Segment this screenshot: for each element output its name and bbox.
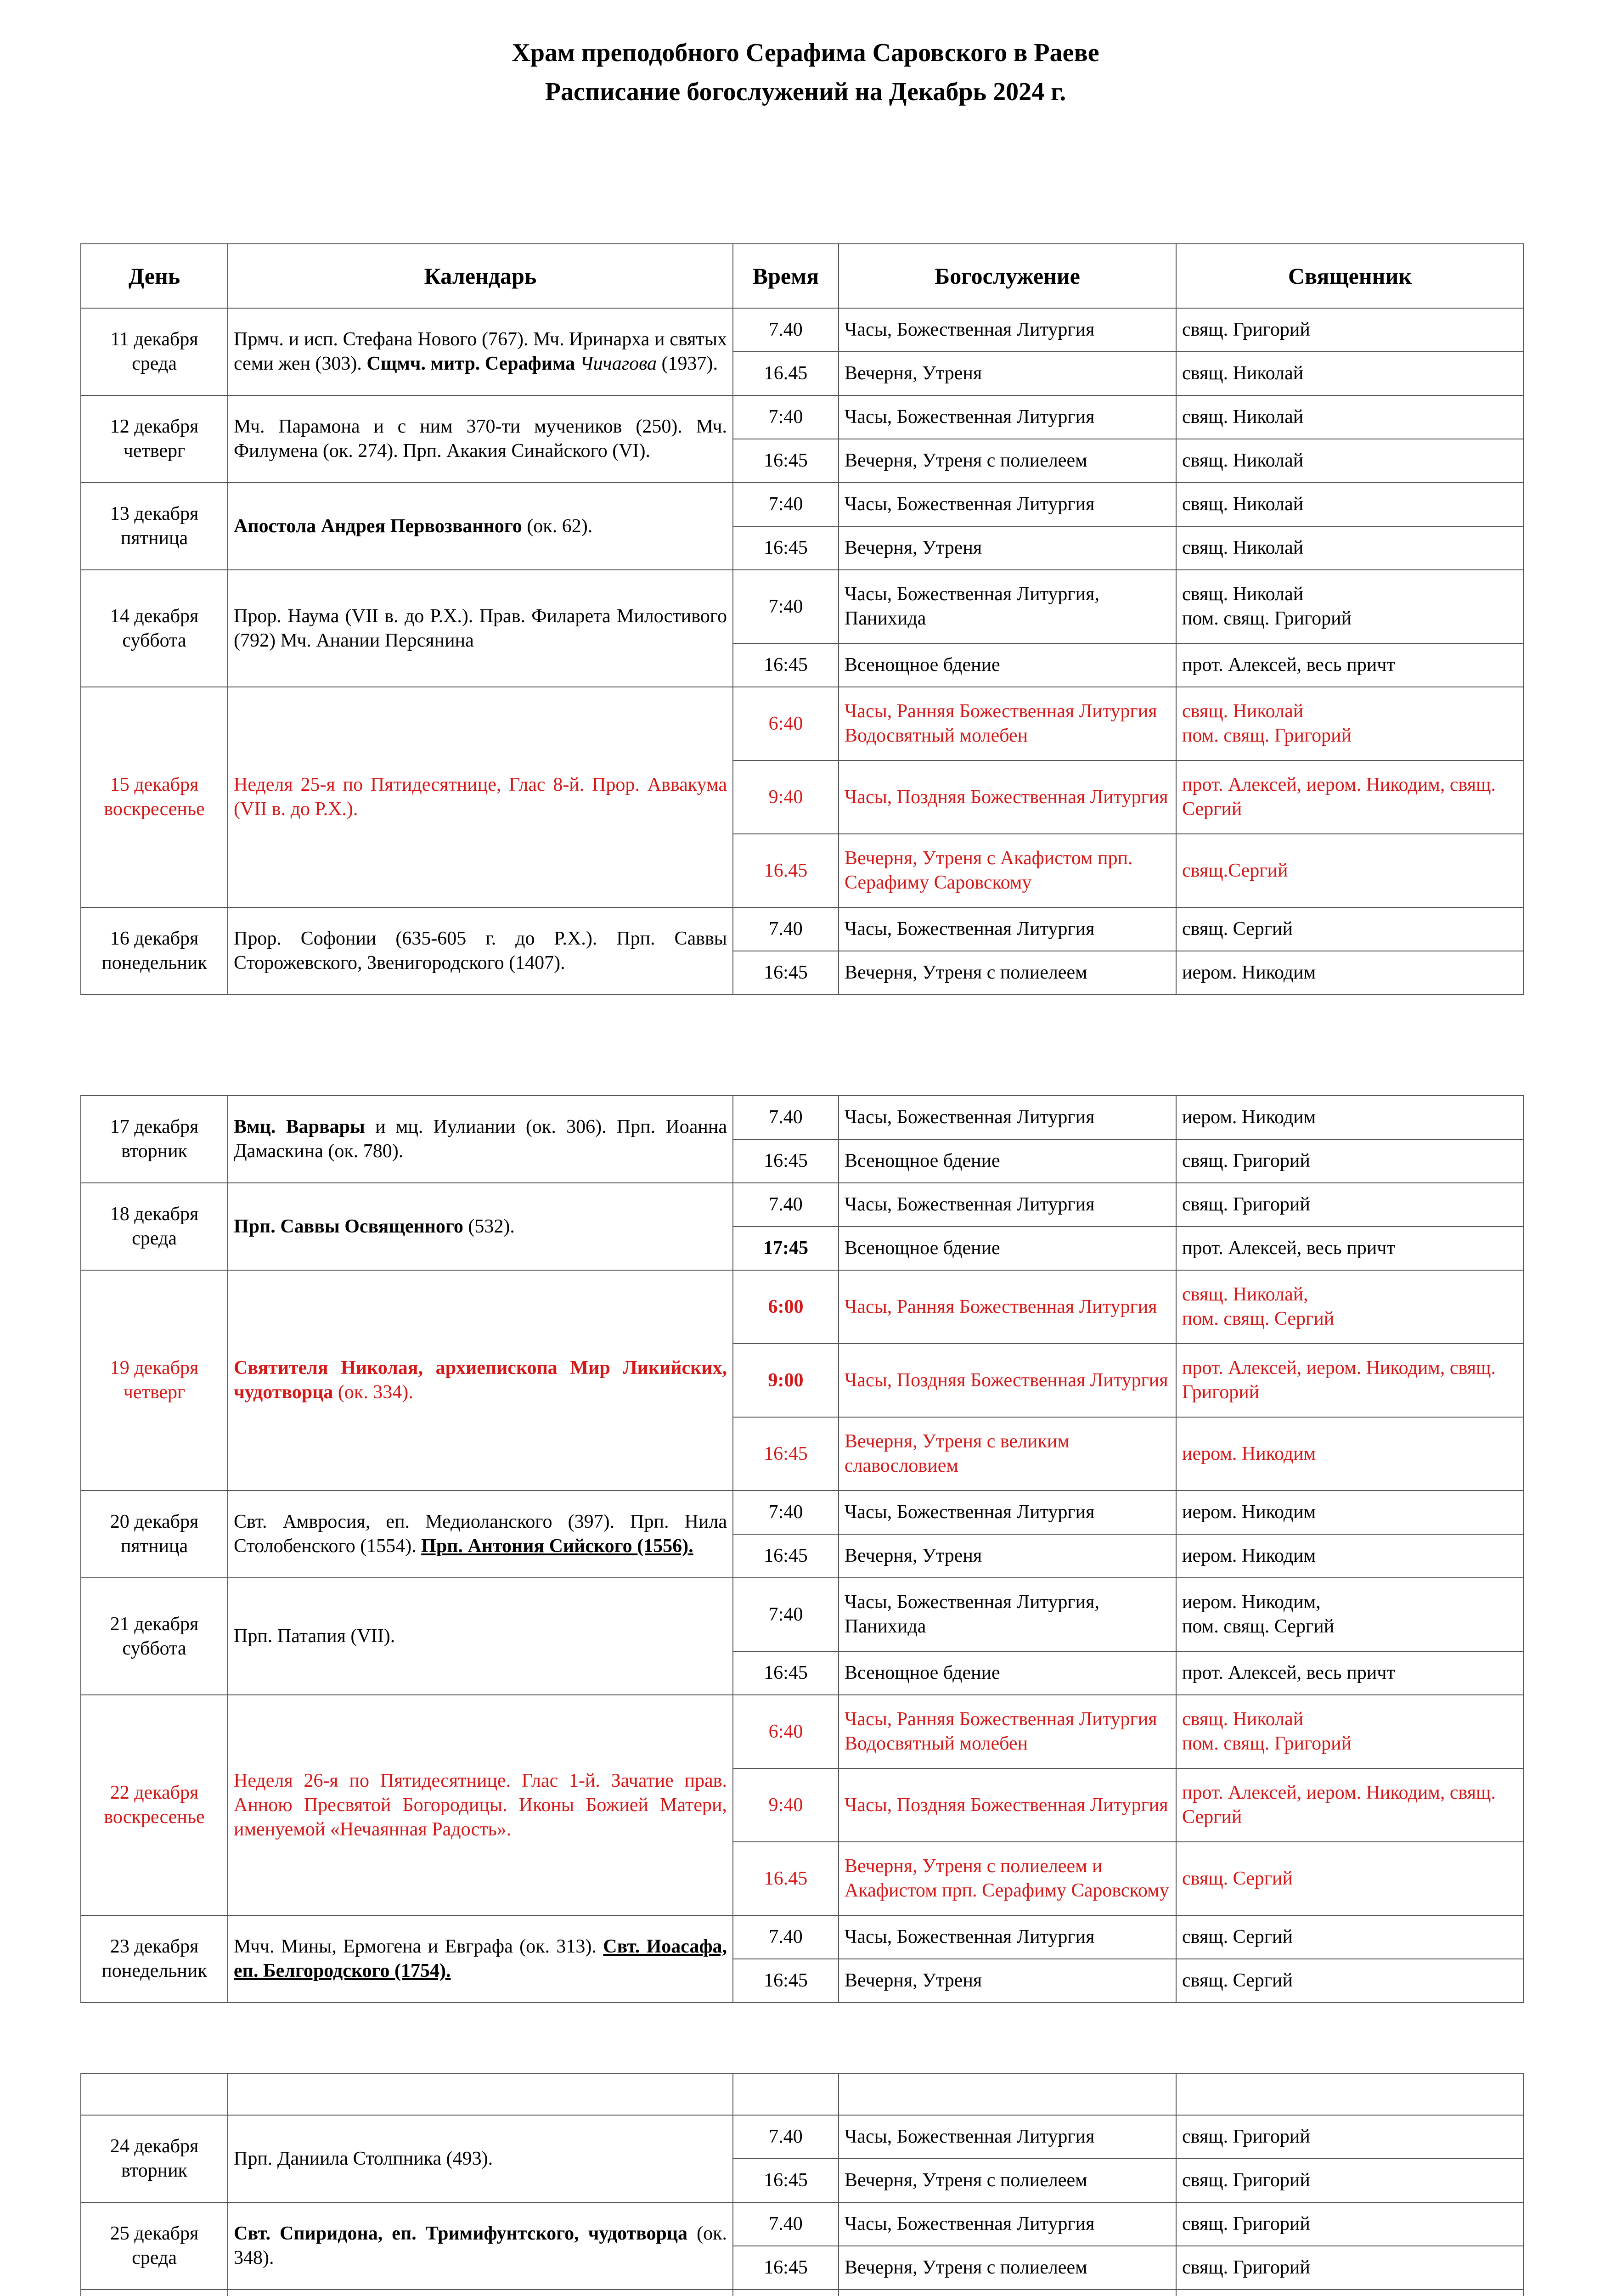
priest-cell: свящ. Григорий	[1176, 2202, 1524, 2246]
calendar-cell	[228, 395, 733, 483]
table-row	[81, 1183, 1524, 1227]
weekday: четверг	[123, 440, 186, 461]
priest-cell: иером. Никодим	[1176, 1491, 1524, 1534]
calendar-cell	[228, 1270, 733, 1491]
table-header-row	[81, 244, 1524, 308]
day-cell	[81, 1915, 228, 2003]
weekday: суббота	[122, 630, 186, 651]
calendar-text: Неделя 26-я по Пятидесятнице. Глас 1-й. Зачатие прав. Анною Пресвятой Богородицы. Иконы Божией Матери, именуемой «Нечаянная Радость».	[234, 1770, 727, 1840]
day-date: 16 декабря	[110, 928, 199, 949]
service-cell: Часы, Божественная Литургия	[839, 1096, 1176, 1139]
day-cell	[81, 1695, 228, 1915]
table-row	[81, 308, 1524, 352]
priest-cell: иером. Никодим	[1176, 1096, 1524, 1139]
priest-cell: свящ. Григорий	[1176, 1139, 1524, 1183]
calendar-text: и мц. Иулиании (ок. 306). Прп. Иоанна Дамаскина (ок. 780).	[234, 1116, 727, 1162]
service-cell: Часы, Божественная Литургия	[839, 1915, 1176, 1959]
service-cell: Всенощное бдение	[839, 1139, 1176, 1183]
day-cell	[81, 1183, 228, 1270]
time-cell: 7.40	[733, 1915, 839, 1959]
time-cell: 16:45	[733, 2159, 839, 2202]
day-cell	[81, 1491, 228, 1578]
time-cell: 7:40	[733, 570, 839, 643]
priest-cell: свящ. Григорий	[1176, 2246, 1524, 2290]
time-cell: 16:45	[733, 643, 839, 687]
calendar-cell	[228, 1183, 733, 1270]
weekday: среда	[132, 353, 177, 374]
time-cell: 16:45	[733, 1417, 839, 1491]
day-cell	[81, 2115, 228, 2202]
time-cell: 9:40	[733, 760, 839, 834]
weekday: воскресенье	[104, 799, 205, 820]
priest-cell: свящ. Григорий	[1176, 2159, 1524, 2202]
day-cell	[81, 308, 228, 395]
priest-cell: иером. Никодим	[1176, 1534, 1524, 1578]
calendar-text: (1937).	[657, 353, 718, 374]
weekday: пятница	[120, 1536, 188, 1557]
calendar-cell	[228, 1491, 733, 1578]
priest-cell: свящ. Николай пом. свящ. Григорий	[1176, 687, 1524, 760]
column-header: Календарь	[228, 244, 733, 308]
day-date: 18 декабря	[110, 1204, 199, 1225]
service-cell: Часы, Божественная Литургия, Панихида	[839, 570, 1176, 643]
service-cell: Часы, Поздняя Божественная Литургия	[839, 1768, 1176, 1842]
priest-cell: свящ. Григорий	[1176, 2115, 1524, 2159]
day-date: 24 декабря	[110, 2136, 199, 2157]
table-row	[81, 1578, 1524, 1651]
calendar-text: Святителя Николая, архиепископа Мир Ликийских, чудотворца	[234, 1357, 727, 1403]
schedule-table-part2	[80, 1095, 1524, 2003]
time-cell: 7.40	[733, 1183, 839, 1227]
calendar-cell	[228, 2290, 733, 2296]
priest-cell: иером. Никодим	[1176, 951, 1524, 995]
service-cell: Вечерня, Утреня с полиелеем и Акафистом прп. Серафиму Саровскому	[839, 1842, 1176, 1915]
calendar-cell	[228, 308, 733, 395]
time-cell: 16:45	[733, 1651, 839, 1695]
calendar-text: Свт. Амвросия, еп. Медиоланского (397). Прп. Нила Столобенского (1554).	[234, 1511, 727, 1557]
empty-cell	[81, 2074, 228, 2115]
service-cell: Всенощное бдение	[839, 643, 1176, 687]
day-date: 22 декабря	[110, 1782, 199, 1803]
day-cell	[81, 2290, 228, 2296]
calendar-cell	[228, 1695, 733, 1915]
priest-cell: прот. Алексей, иером. Никодим, свящ. Сергий	[1176, 760, 1524, 834]
calendar-cell	[228, 1915, 733, 2003]
time-cell: 16:45	[733, 951, 839, 995]
service-cell: Вечерня, Утреня с великим славословием	[839, 1417, 1176, 1491]
weekday: воскресенье	[104, 1806, 205, 1828]
service-cell: Часы, Божественная Литургия, Панихида	[839, 1578, 1176, 1651]
weekday: четверг	[123, 1382, 186, 1403]
service-cell: Часы, Ранняя Божественная Литургия Водосвятный молебен	[839, 687, 1176, 760]
priest-cell: прот. Алексей, весь причт	[1176, 643, 1524, 687]
priest-cell: свящ. Григорий	[1176, 308, 1524, 352]
time-cell: 16:45	[733, 439, 839, 483]
time-cell: 7:40	[733, 1491, 839, 1534]
day-cell	[81, 2202, 228, 2290]
day-date: 15 декабря	[110, 774, 199, 795]
weekday: вторник	[121, 1141, 187, 1162]
day-date: 25 декабря	[110, 2223, 199, 2244]
service-cell: Вечерня, Утреня с полиелеем	[839, 439, 1176, 483]
day-cell	[81, 1096, 228, 1183]
weekday: вторник	[121, 2160, 187, 2181]
service-cell: Часы, Божественная Литургия	[839, 907, 1176, 951]
time-cell: 9:00	[733, 1344, 839, 1417]
time-cell: 7.40	[733, 1096, 839, 1139]
day-cell	[81, 687, 228, 907]
table-row	[81, 1491, 1524, 1534]
service-cell: Часы, Божественная Литургия	[839, 395, 1176, 439]
table-row	[81, 907, 1524, 951]
priest-cell: свящ. Николай пом. свящ. Григорий	[1176, 570, 1524, 643]
priest-cell: свящ. Николай	[1176, 395, 1524, 439]
time-cell: 6:00	[733, 1270, 839, 1344]
priest-cell: прот. Алексей, иером. Никодим, свящ. Сергий	[1176, 1768, 1524, 1842]
day-cell	[81, 907, 228, 995]
empty-cell	[733, 2074, 839, 2115]
calendar-cell	[228, 907, 733, 995]
calendar-text: Прмч. и исп. Стефана Нового (767). Мч. Иринарха и святых семи жен (303).	[234, 329, 727, 374]
priest-cell: свящ. Николай	[1176, 483, 1524, 526]
day-cell	[81, 1270, 228, 1491]
table-row	[81, 570, 1524, 643]
priest-cell: прот. Алексей, весь причт	[1176, 1651, 1524, 1695]
priest-cell: свящ. Сергий	[1176, 1842, 1524, 1915]
column-header: Время	[733, 244, 839, 308]
calendar-cell	[228, 687, 733, 907]
service-cell: Часы, Ранняя Божественная Литургия Водосвятный молебен	[839, 1695, 1176, 1768]
weekday: суббота	[122, 1638, 186, 1659]
service-cell: Вечерня, Утреня с полиелеем	[839, 2246, 1176, 2290]
weekday: пятница	[120, 528, 188, 549]
service-cell: Часы, Божественная Литургия	[839, 2115, 1176, 2159]
calendar-text: Свт. Спиридона, еп. Тримифунтского, чудотворца	[234, 2223, 688, 2244]
service-cell: Вечерня, Утреня	[839, 1534, 1176, 1578]
time-cell: 6:40	[733, 687, 839, 760]
schedule-table-part3	[80, 2073, 1524, 2296]
priest-cell	[1176, 2290, 1524, 2296]
weekday: среда	[132, 1228, 177, 1249]
table-row	[81, 1915, 1524, 1959]
time-cell: 16.45	[733, 1842, 839, 1915]
day-cell	[81, 483, 228, 570]
calendar-text: Прп. Патапия (VII).	[234, 1626, 395, 1647]
time-cell: 7:40	[733, 483, 839, 526]
page-title-line2: Расписание богослужений на Декабрь 2024 г.	[545, 78, 1066, 106]
service-cell: Часы, Божественная Литургия	[839, 308, 1176, 352]
day-cell	[81, 395, 228, 483]
empty-row	[81, 2074, 1524, 2115]
calendar-cell	[228, 2115, 733, 2202]
day-date: 14 декабря	[110, 605, 199, 627]
empty-cell	[839, 2074, 1176, 2115]
calendar-text: (ок. 62).	[522, 515, 593, 537]
column-header: Священник	[1176, 244, 1524, 308]
calendar-text: Мчч. Мины, Ермогена и Евграфа (ок. 313).	[234, 1936, 603, 1957]
calendar-cell	[228, 1096, 733, 1183]
priest-cell: свящ. Григорий	[1176, 1183, 1524, 1227]
calendar-cell	[228, 483, 733, 570]
calendar-text: (ок. 348).	[234, 2223, 727, 2268]
time-cell: 7.40	[733, 2202, 839, 2246]
priest-cell: свящ. Николай, пом. свящ. Сергий	[1176, 1270, 1524, 1344]
service-cell: Вечерня, Утреня с полиелеем	[839, 2159, 1176, 2202]
calendar-text: Чичагова	[580, 353, 657, 374]
calendar-text: Вмц. Варвары	[234, 1116, 365, 1137]
calendar-text: Неделя 25-я по Пятидесятнице, Глас 8-й. Прор. Аввакума (VII в. до Р.Х.).	[234, 774, 727, 820]
weekday: среда	[132, 2247, 177, 2268]
calendar-text: Мч. Парамона и с ним 370-ти мучеников (250). Мч. Филумена (ок. 274). Прп. Акакия Синайского (VI).	[234, 416, 727, 461]
service-cell: Вечерня, Утреня	[839, 526, 1176, 570]
service-cell: Вечерня, Утреня	[839, 352, 1176, 395]
weekday: понедельник	[101, 1960, 207, 1981]
day-date: 21 декабря	[110, 1613, 199, 1635]
time-cell: 16:45	[733, 2246, 839, 2290]
service-cell	[839, 2290, 1176, 2296]
time-cell: 16.45	[733, 352, 839, 395]
time-cell: 6:40	[733, 1695, 839, 1768]
column-header: День	[81, 244, 228, 308]
day-date: 11 декабря	[110, 329, 198, 350]
calendar-text: Прп. Антония Сийского (1556).	[421, 1536, 693, 1557]
day-date: 17 декабря	[110, 1116, 199, 1137]
day-date: 20 декабря	[110, 1511, 199, 1532]
calendar-text: Свт. Иоасафа, еп. Белгородского (1754).	[234, 1936, 727, 1981]
time-cell: 7:40	[733, 395, 839, 439]
table-row	[81, 1270, 1524, 1344]
table-row	[81, 483, 1524, 526]
priest-cell: свящ. Николай	[1176, 439, 1524, 483]
priest-cell: свящ. Сергий	[1176, 1915, 1524, 1959]
calendar-text: Прп. Саввы Освященного	[234, 1216, 463, 1237]
calendar-text: Прор. Софонии (635-605 г. до Р.Х.). Прп. Саввы Сторожевского, Звенигородского (1407).	[234, 928, 727, 974]
day-date: 19 декабря	[110, 1357, 199, 1379]
calendar-text: (532).	[463, 1216, 515, 1237]
day-cell	[81, 570, 228, 687]
time-cell: 7.40	[733, 907, 839, 951]
empty-cell	[228, 2074, 733, 2115]
table-row	[81, 687, 1524, 760]
calendar-cell	[228, 570, 733, 687]
calendar-text: Сщмч. митр. Серафима	[366, 353, 580, 374]
calendar-cell	[228, 2202, 733, 2290]
day-date: 12 декабря	[110, 416, 199, 437]
service-cell: Часы, Поздняя Божественная Литургия	[839, 760, 1176, 834]
service-cell: Часы, Божественная Литургия	[839, 1183, 1176, 1227]
time-cell: 9:40	[733, 1768, 839, 1842]
priest-cell: свящ. Николай	[1176, 526, 1524, 570]
time-cell: 16:45	[733, 526, 839, 570]
time-cell: 16:45	[733, 1534, 839, 1578]
calendar-text: Прор. Наума (VII в. до Р.Х.). Прав. Филарета Милостивого (792) Мч. Анании Персянина	[234, 605, 727, 651]
calendar-text: Прп. Даниила Столпника (493).	[234, 2148, 493, 2169]
service-cell: Часы, Божественная Литургия	[839, 483, 1176, 526]
priest-cell: иером. Никодим, пом. свящ. Сергий	[1176, 1578, 1524, 1651]
priest-cell: прот. Алексей, иером. Никодим, свящ. Григорий	[1176, 1344, 1524, 1417]
priest-cell: свящ. Сергий	[1176, 907, 1524, 951]
priest-cell: прот. Алексей, весь причт	[1176, 1227, 1524, 1270]
table-row	[81, 2202, 1524, 2246]
service-cell: Часы, Божественная Литургия	[839, 2202, 1176, 2246]
time-cell: 16:45	[733, 1139, 839, 1183]
priest-cell: свящ.Сергий	[1176, 834, 1524, 907]
table-row	[81, 1096, 1524, 1139]
service-cell: Вечерня, Утреня	[839, 1959, 1176, 2003]
service-cell: Часы, Ранняя Божественная Литургия	[839, 1270, 1176, 1344]
table-row	[81, 395, 1524, 439]
service-cell: Вечерня, Утреня с Акафистом прп. Серафиму Саровскому	[839, 834, 1176, 907]
calendar-cell	[228, 1578, 733, 1695]
day-date: 23 декабря	[110, 1936, 199, 1957]
schedule-table-part1	[80, 243, 1524, 995]
time-cell: 7:40	[733, 1578, 839, 1651]
service-cell: Всенощное бдение	[839, 1227, 1176, 1270]
page-title-line1: Храм преподобного Серафима Саровского в Раеве	[512, 39, 1099, 67]
column-header: Богослужение	[839, 244, 1176, 308]
service-cell: Часы, Божественная Литургия	[839, 1491, 1176, 1534]
time-cell: 7.40	[733, 308, 839, 352]
priest-cell: свящ. Сергий	[1176, 1959, 1524, 2003]
service-cell: Часы, Поздняя Божественная Литургия	[839, 1344, 1176, 1417]
calendar-text: Апостола Андрея Первозванного	[234, 515, 522, 537]
empty-cell	[1176, 2074, 1524, 2115]
service-cell: Вечерня, Утреня с полиелеем	[839, 951, 1176, 995]
priest-cell: свящ. Николай пом. свящ. Григорий	[1176, 1695, 1524, 1768]
service-cell: Всенощное бдение	[839, 1651, 1176, 1695]
weekday: понедельник	[101, 952, 207, 974]
time-cell: 16:45	[733, 1959, 839, 2003]
table-row	[81, 1695, 1524, 1768]
time-cell: 7.40	[733, 2115, 839, 2159]
day-date: 13 декабря	[110, 503, 199, 524]
priest-cell: иером. Никодим	[1176, 1417, 1524, 1491]
table-row	[81, 2115, 1524, 2159]
calendar-text: (ок. 334).	[333, 1382, 413, 1403]
day-cell	[81, 1578, 228, 1695]
priest-cell: свящ. Николай	[1176, 352, 1524, 395]
time-cell	[733, 2290, 839, 2296]
table-row	[81, 2290, 1524, 2296]
time-cell: 17:45	[733, 1227, 839, 1270]
time-cell: 16.45	[733, 834, 839, 907]
